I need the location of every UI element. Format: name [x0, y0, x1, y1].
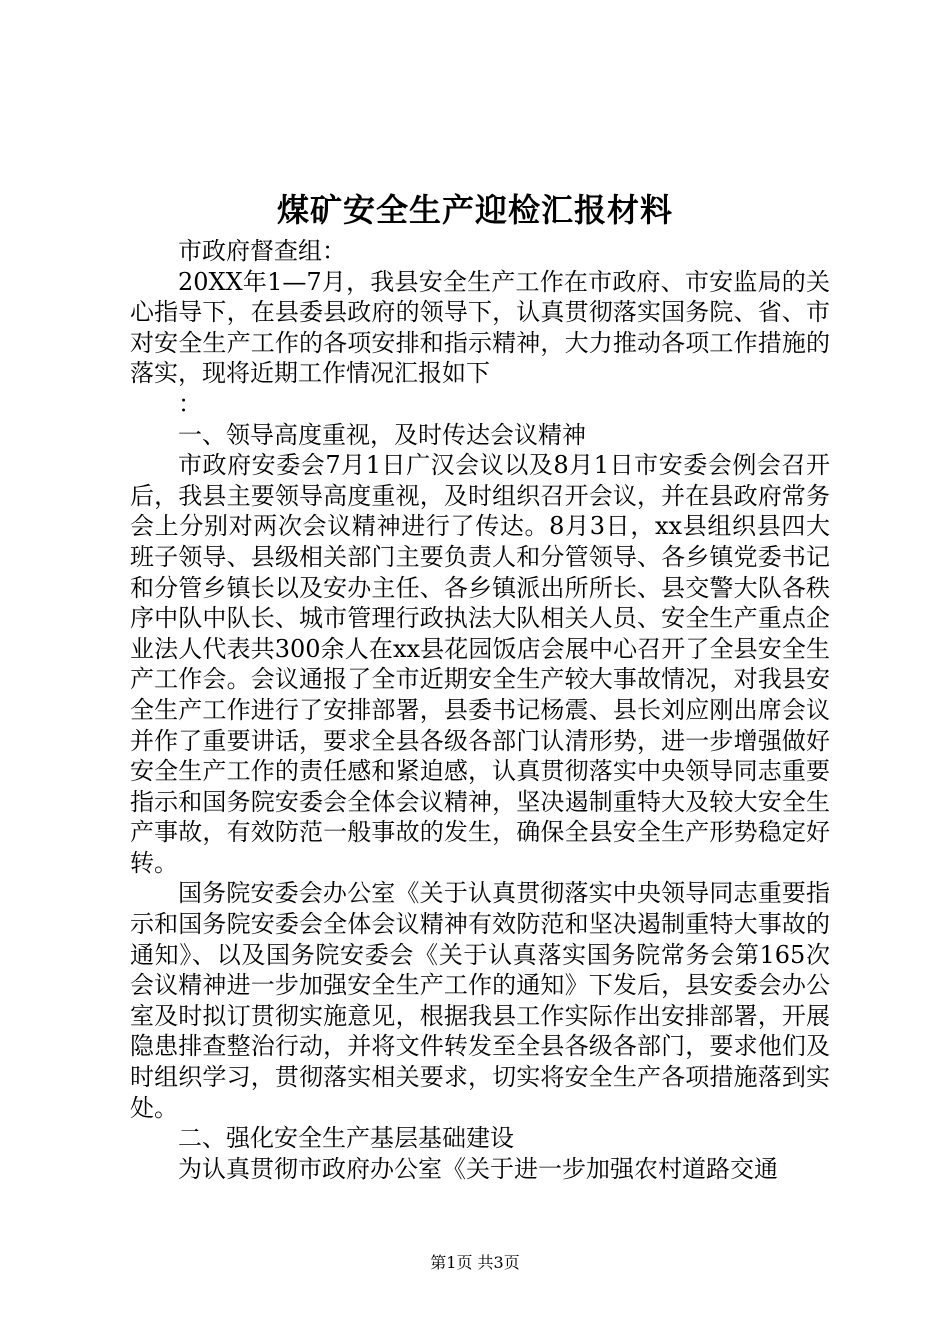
- document-title: 煤矿安全生产迎检汇报材料: [276, 191, 673, 229]
- paragraph-intro: 20XX年1—7月，我县安全生产工作在市政府、市安监局的关心指导下，在县委县政府的领导下，认真贯彻落实国务院、省、市对安全生产工作的各项安排和指示精神，大力推动各项工作措施的落实，现将近期工作情况汇报如下: [130, 267, 830, 388]
- paragraph-section-1b: 国务院安委会办公室《关于认真贯彻落实中央领导同志重要指示和国务院安委会全体会议精神有效防范和坚决遏制重特大事故的通知》、以及国务院安委会《关于认真落实国务院常务会第165次会议精神进一步加强安全生产工作的通知》下发后，县安委会办公室及时拟订贯彻实施意见，根据我县工作实际作出安排部署，开展隐患排查整治行动，并将文件转发至全县各级各部门，要求他们及时组织学习，贯彻落实相关要求，切实将安全生产各项措施落到实处。: [130, 879, 830, 1122]
- page-footer: 第1页 共3页: [430, 1253, 520, 1272]
- document-body: [130, 236, 830, 1184]
- paragraph-section-2a: 为认真贯彻市政府办公室《关于进一步加强农村道路交通: [178, 1154, 778, 1183]
- section-heading-2: 二、强化安全生产基层基础建设: [178, 1124, 514, 1153]
- salutation: 市政府督查组：: [178, 237, 346, 265]
- paragraph-section-1a: 市政府安委会7月1日广汉会议以及8月1日市安委会例会召开后，我县主要领导高度重视，及时组织召开会议，并在县政府常务会上分别对两次会议精神进行了传达。8月3日，xx县组织县四大班子领导、县级相关部门主要负责人和分管领导、各乡镇党委书记和分管乡镇长以及安办主任、各乡镇派出所所长、县交警大队各秩序中队中队长、城市管理行政执法大队相关人员、安全生产重点企业法人代表共300余人在xx县花园饭店会展中心召开了全县安全生产工作会。会议通报了全市近期安全生产较大事故情况，对我县安全生产工作进行了安排部署，县委书记杨震、县长刘应刚出席会议并作了重要讲话，要求全县各级各部门认清形势，进一步增强做好安全生产工作的责任感和紧迫感，认真贯彻落实中央领导同志重要指示和国务院安委会全体会议精神，坚决遏制重特大及较大安全生产事故，有效防范一般事故的发生，确保全县安全生产形势稳定好转。: [130, 451, 830, 877]
- section-heading-1: 一、领导高度重视，及时传达会议精神: [178, 420, 586, 449]
- paragraph-colon: ：: [178, 389, 202, 418]
